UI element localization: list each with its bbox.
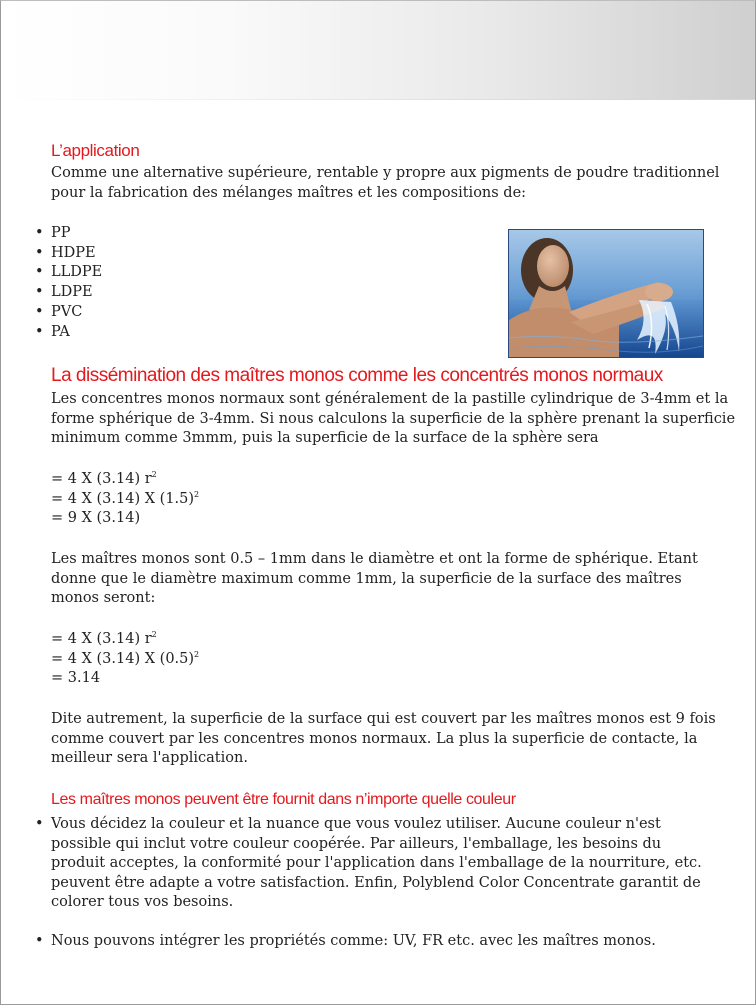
list-item: • PVC <box>35 303 102 323</box>
section-heading-dissemination: La dissémination des maîtres monos comme les concentrés monos normaux <box>51 365 663 386</box>
formula-line: = 4 X (3.14) X $(0.5)^2$ <box>51 649 200 667</box>
dissemination-paragraph-2: Les maîtres monos sont 0.5 – 1mm dans le diamètre et ont la forme de sphérique. Etant donne que le diamètre maximum comme 1mm, la superficie de la surface des maîtres monos seront: <box>51 551 698 606</box>
bullet-text: Nous pouvons intégrer les propriétés comme: UV, FR etc. avec les maîtres monos. <box>51 933 656 949</box>
list-item <box>35 932 711 952</box>
woman-water-photo <box>508 229 704 358</box>
formula-block-1 <box>51 470 199 529</box>
materials-list <box>35 224 102 342</box>
list-item: • LDPE <box>35 283 102 303</box>
bullet-icon: • <box>35 816 44 832</box>
formula-line: = 4 X (3.14) $r^2$ <box>51 630 157 647</box>
bullet-text: Vous décidez la couleur et la nuance que vous voulez utiliser. Aucune couleur n'est possible qui inclut votre couleur coopérée. Par ailleurs, l'emballage, les besoins du produit acceptes, la conformité pour l'application dans l'emballage de la nourriture, etc. peuvent être adapte a votre satisfaction. Enfin, Polyblend Color Concentrate garantit de colorer tous vos besoins. <box>51 816 702 910</box>
section-heading-colors: Les maîtres monos peuvent être fournit dans n’importe quelle couleur <box>51 791 516 808</box>
formula-line: = 9 X (3.14) <box>51 510 141 527</box>
list-item <box>35 815 711 913</box>
list-item: • PA <box>35 323 102 343</box>
list-item: • LLDPE <box>35 263 102 283</box>
formula-line: = 3.14 <box>51 670 101 687</box>
dissemination-paragraph-3: Dite autrement, la superficie de la surface qui est couvert par les maîtres monos est 9 fois comme couvert par les concentres monos normaux. La plus la superficie de contacte, la meilleur sera l'application. <box>51 711 716 766</box>
list-item: • HDPE <box>35 244 102 264</box>
list-item: • PP <box>35 224 102 244</box>
dissemination-paragraph-1: Les concentres monos normaux sont généralement de la pastille cylindrique de 3-4mm et la forme sphérique de 3-4mm. Si nous calculons la superficie de la sphère prenant la superficie minimum comme 3mmm, puis la superficie de la surface de la sphère sera <box>51 391 736 446</box>
application-intro: Comme une alternative supérieure, rentable y propre aux pigments de poudre traditionnel pour la fabrication des mélanges maîtres et les compositions de: <box>51 165 720 201</box>
formula-line: = 4 X (3.14) X $(1.5)^2$ <box>51 489 200 507</box>
section-heading-application: L’application <box>51 141 140 160</box>
bullet-icon: • <box>35 933 44 949</box>
formula-line: = 4 X (3.14) $r^2$ <box>51 470 157 487</box>
formula-block-2 <box>51 630 199 689</box>
